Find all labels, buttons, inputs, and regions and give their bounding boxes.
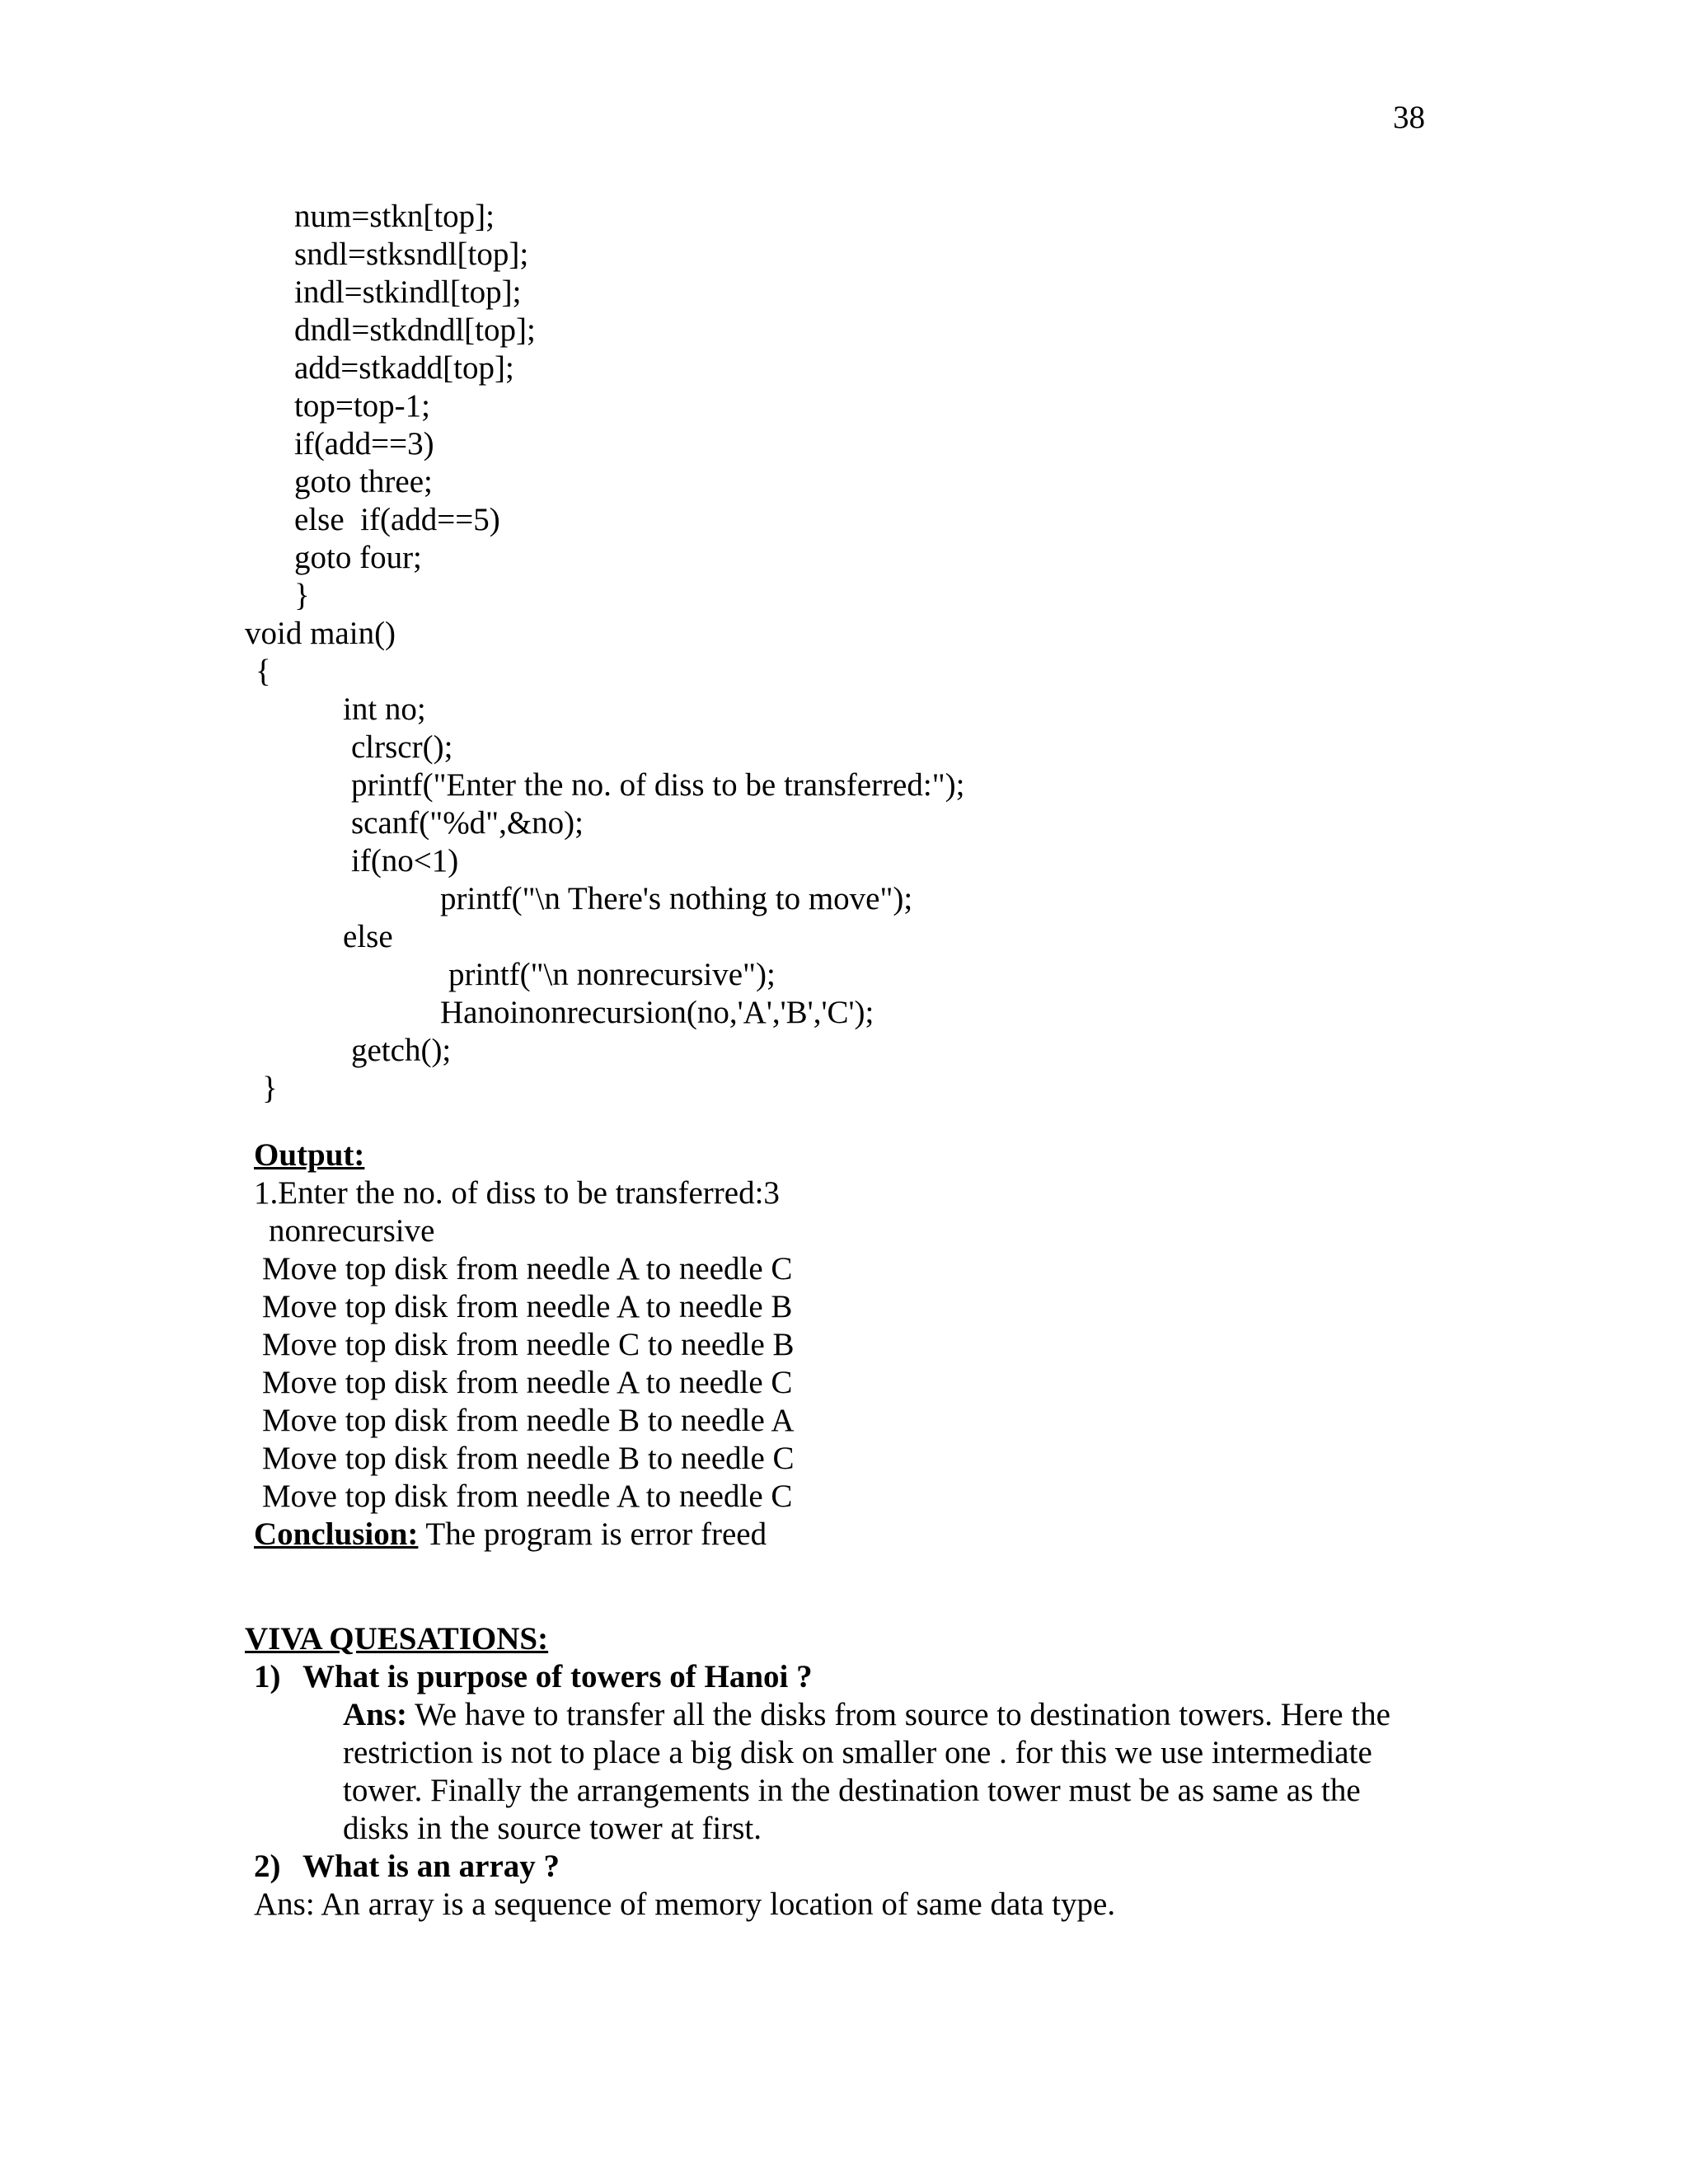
answer-2: Ans: An array is a sequence of memory location of same data type. — [254, 1886, 1116, 1922]
conclusion — [254, 1516, 767, 1554]
question-number: 1) — [254, 1659, 281, 1694]
output-line: Move top disk from needle A to needle C — [262, 1251, 793, 1286]
code-line: printf("\n There's nothing to move"); — [440, 881, 913, 916]
code-line: scanf("%d",&no); — [351, 805, 584, 841]
output-line: Move top disk from needle B to needle C — [262, 1441, 795, 1476]
output-line: Move top disk from needle A to needle C — [262, 1479, 793, 1514]
code-line: if(no<1) — [351, 843, 459, 879]
answer-1-line: disks in the source tower at first. — [343, 1811, 762, 1846]
conclusion-text: The program is error freed — [418, 1516, 767, 1552]
conclusion-label: Conclusion: — [254, 1516, 419, 1552]
code-line: } — [262, 1071, 278, 1106]
question-2: What is an array ? — [302, 1849, 560, 1884]
viva-heading: VIVA QUESATIONS: — [245, 1621, 549, 1657]
code-line: top=top-1; — [294, 388, 430, 424]
code-line: add=stkadd[top]; — [294, 350, 514, 386]
output-heading: Output: — [254, 1137, 365, 1173]
answer-1-line: restriction is not to place a big disk on smaller one . for this we use intermediate — [343, 1735, 1372, 1770]
code-line: Hanoinonrecursion(no,'A','B','C'); — [440, 995, 874, 1030]
output-line: 1.Enter the no. of diss to be transferred:3 — [254, 1175, 780, 1211]
code-line: goto four; — [294, 540, 422, 575]
code-line: getch(); — [351, 1033, 452, 1068]
code-line: dndl=stkdndl[top]; — [294, 312, 536, 348]
output-line: nonrecursive — [269, 1213, 435, 1249]
question-1: What is purpose of towers of Hanoi ? — [302, 1659, 813, 1694]
output-line: Move top disk from needle B to needle A — [262, 1403, 795, 1438]
code-line: if(add==3) — [294, 426, 434, 462]
answer-text: We have to transfer all the disks from source to destination towers. Here the — [407, 1697, 1390, 1732]
output-line: Move top disk from needle A to needle B — [262, 1289, 793, 1324]
code-line: sndl=stksndl[top]; — [294, 237, 529, 272]
code-line: printf("\n nonrecursive"); — [448, 957, 776, 992]
code-line: clrscr(); — [351, 729, 453, 765]
code-line: goto three; — [294, 464, 433, 499]
answer-label: Ans: — [343, 1697, 408, 1732]
code-line: { — [256, 654, 271, 689]
output-line: Move top disk from needle C to needle B — [262, 1327, 795, 1362]
answer-1-line — [343, 1696, 1390, 1734]
code-line: else if(add==5) — [294, 502, 500, 537]
page-number: 38 — [1393, 100, 1425, 135]
code-line: num=stkn[top]; — [294, 199, 495, 234]
code-line: void main() — [245, 616, 396, 651]
code-line: int no; — [343, 691, 426, 727]
code-line: printf("Enter the no. of diss to be transferred:"); — [351, 767, 965, 803]
code-line: indl=stkindl[top]; — [294, 274, 522, 310]
question-number: 2) — [254, 1849, 281, 1884]
output-line: Move top disk from needle A to needle C — [262, 1365, 793, 1400]
answer-1-line: tower. Finally the arrangements in the destination tower must be as same as the — [343, 1773, 1361, 1808]
code-line: else — [343, 919, 393, 954]
code-line: } — [294, 578, 310, 613]
